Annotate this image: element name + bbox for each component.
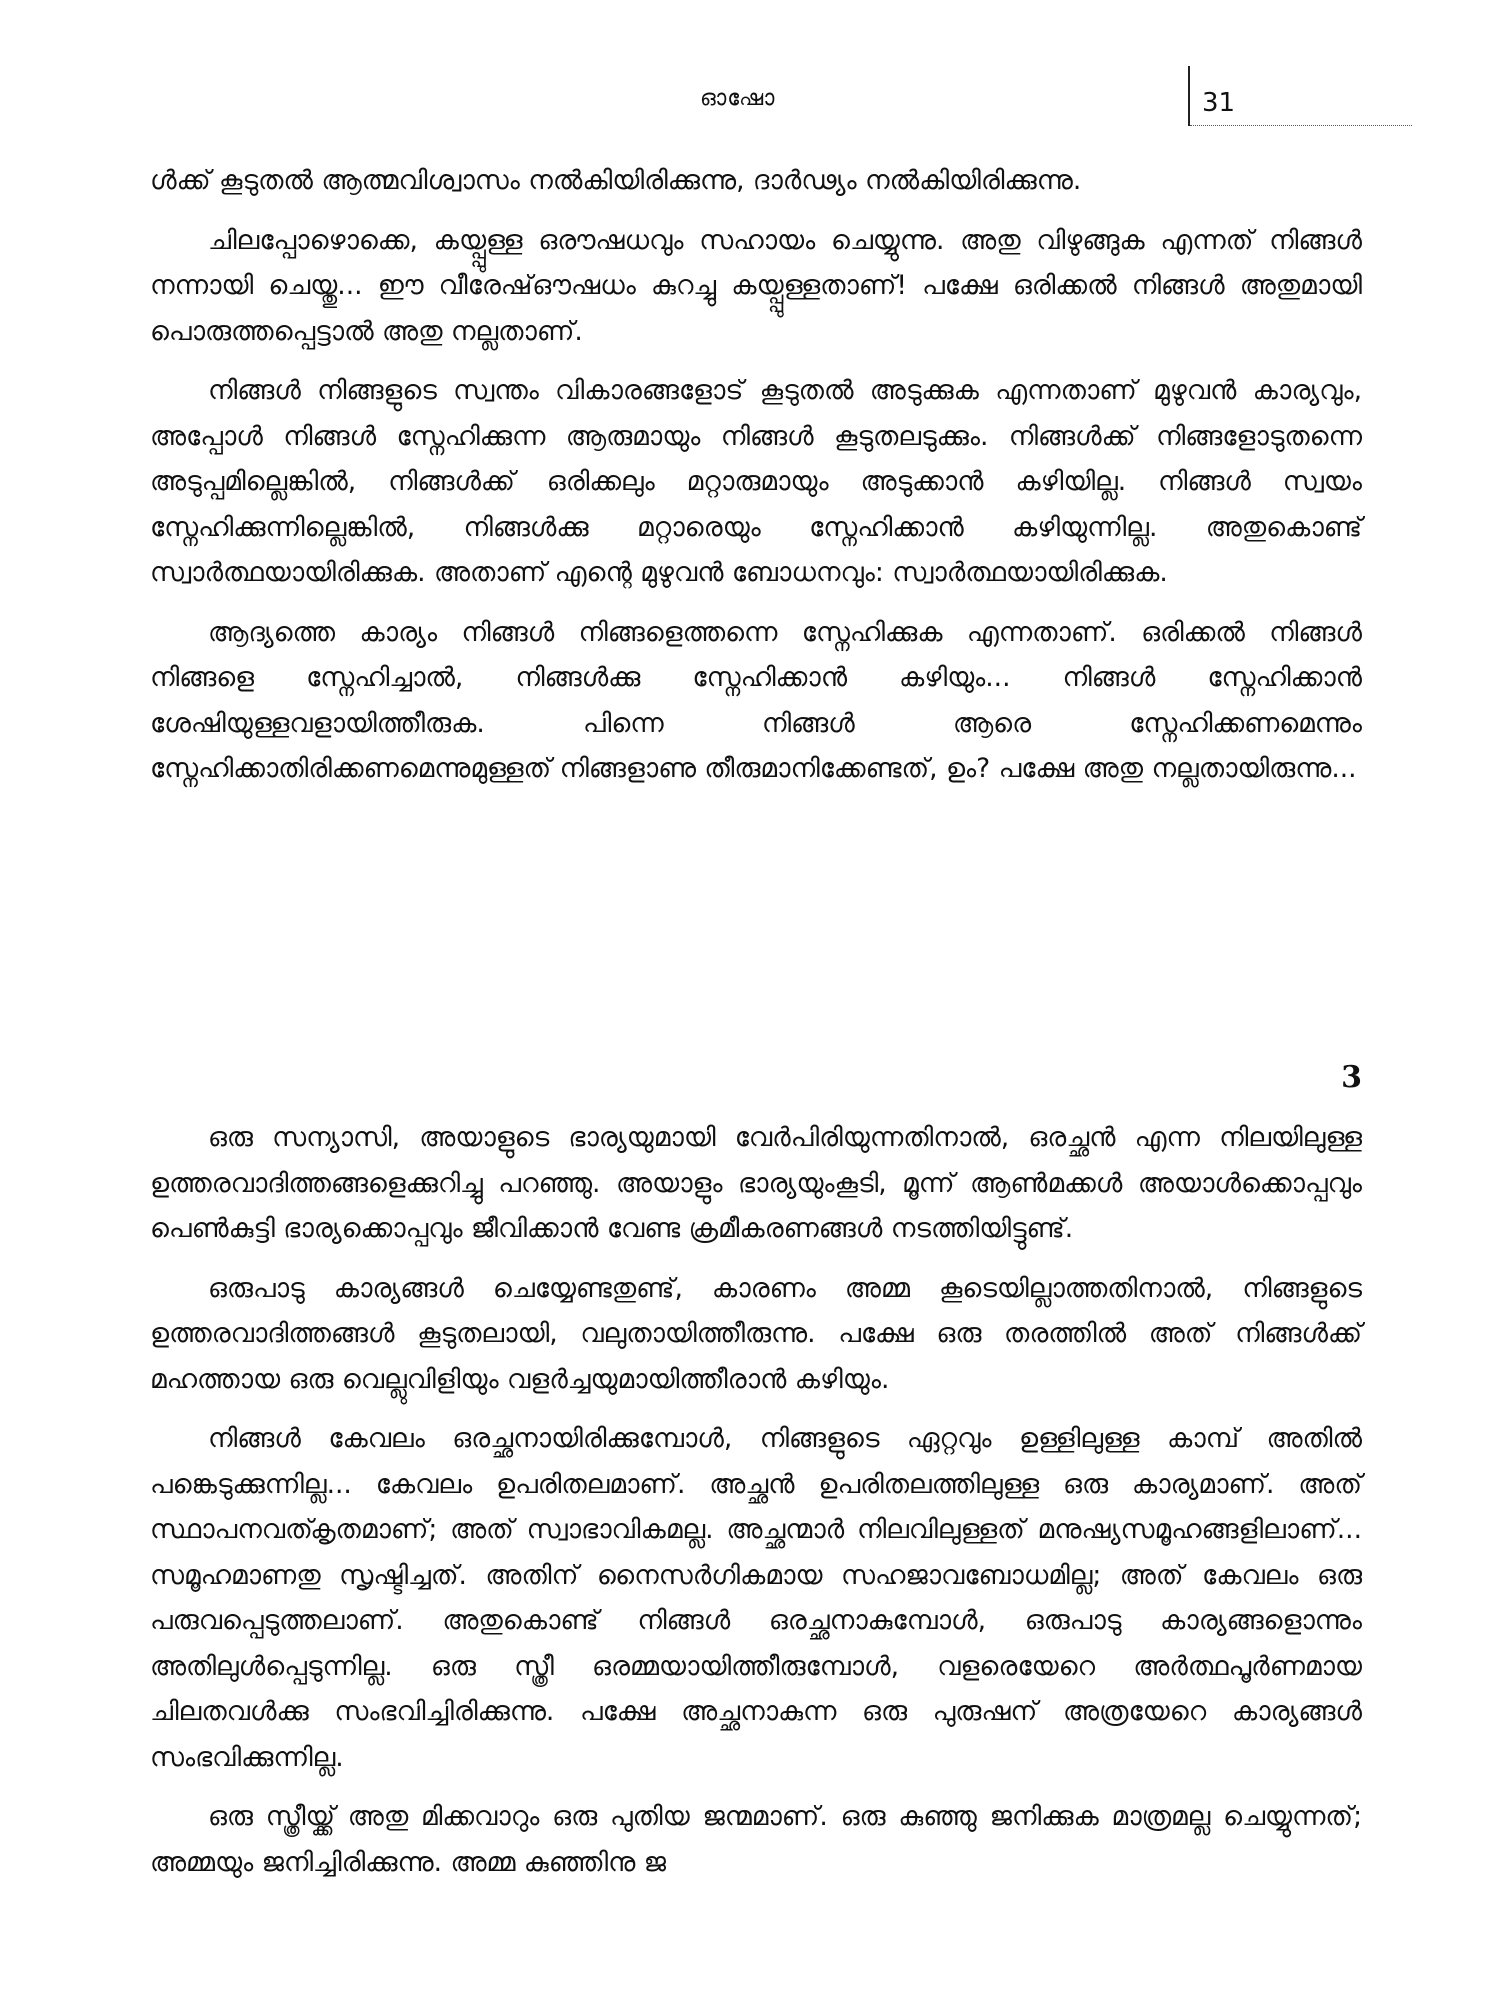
section-one-text [150,158,1362,806]
paragraph: ഒരുപാടു കാര്യങ്ങൾ ചെയ്യേണ്ടതുണ്ട്, കാരണം അമ്മ കൂടെയില്ലാത്തതിനാൽ, നിങ്ങളുടെ ഉത്തരവാദിത്തങ്ങൾ കൂടുതലായി, വലുതായിത്തീരുന്നു. പക്ഷേ ഒരു തരത്തിൽ അത് നിങ്ങൾക്ക് മഹത്തായ ഒരു വെല്ലുവിളിയും വളർച്ചയുമായിത്തീരാൻ കഴിയും. [150,1272,1362,1395]
paragraph: നിങ്ങൾ നിങ്ങളുടെ സ്വന്തം വികാരങ്ങളോട് കൂടുതൽ അടുക്കുക എന്നതാണ് മുഴുവൻ കാര്യവും, അപ്പോൾ നിങ്ങൾ സ്നേഹിക്കുന്ന ആരുമായും നിങ്ങൾ കൂടുതലടുക്കും. നിങ്ങൾക്ക് നിങ്ങളോടുതന്നെ അടുപ്പമില്ലെങ്കിൽ, നിങ്ങൾക്ക് ഒരിക്കലും മറ്റാരുമായും അടുക്കാൻ കഴിയില്ല. നിങ്ങൾ സ്വയം സ്നേഹിക്കുന്നില്ലെങ്കിൽ, നിങ്ങൾക്കു മറ്റാരെയും സ്നേഹിക്കാൻ കഴിയുന്നില്ല. അതുകൊണ്ട് സ്വാർത്ഥയായിരിക്കുക. അതാണ് എന്റെ മുഴുവൻ ബോധനവും: സ്വാർത്ഥയായിരിക്കുക. [150,375,1362,588]
paragraph: ൾക്ക് കൂടുതൽ ആത്മവിശ്വാസം നൽകിയിരിക്കുന്നു, ദാർഢ്യം നൽകിയിരിക്കുന്നു. [150,165,1082,196]
page-number-rule [1190,125,1412,126]
section-number: 3 [1341,1060,1362,1095]
page-number: 31 [1202,88,1236,118]
paragraph: ചിലപ്പോഴൊക്കെ, കയ്പ്പുള്ള ഒരൗഷധവും സഹായം ചെയ്യുന്നു. അതു വിഴുങ്ങുക എന്നത് നിങ്ങൾ നന്നായി ചെയ്തു... ഈ വീരേഷ്ഔഷധം കുറച്ചു കയ്പ്പുള്ളതാണ്! പക്ഷേ ഒരിക്കൽ നിങ്ങൾ അതുമായി പൊരുത്തപ്പെട്ടാൽ അതു നല്ലതാണ്. [150,224,1362,347]
paragraph: ആദ്യത്തെ കാര്യം നിങ്ങൾ നിങ്ങളെത്തന്നെ സ്നേഹിക്കുക എന്നതാണ്. ഒരിക്കൽ നിങ്ങൾ നിങ്ങളെ സ്നേഹിച്ചാൽ, നിങ്ങൾക്കു സ്നേഹിക്കാൻ കഴിയും... നിങ്ങൾ സ്നേഹിക്കാൻ ശേഷിയുള്ളവളായിത്തീരുക. പിന്നെ നിങ്ങൾ ആരെ സ്നേഹിക്കണമെന്നും സ്നേഹിക്കാതിരിക്കണമെന്നുമുള്ളത് നിങ്ങളാണു തീരുമാനിക്കേണ്ടത്, ഉം? പക്ഷേ അതു നല്ലതായിരുന്നു... [150,616,1362,784]
paragraph: ഒരു സന്യാസി, അയാളുടെ ഭാര്യയുമായി വേർപിരിയുന്നതിനാൽ, ഒരച്ഛൻ എന്ന നിലയിലുള്ള ഉത്തരവാദിത്തങ്ങളെക്കുറിച്ചു പറഞ്ഞു. അയാളും ഭാര്യയുംകൂടി, മൂന്ന് ആൺമക്കൾ അയാൾക്കൊപ്പവും പെൺകുട്ടി ഭാര്യക്കൊപ്പവും ജീവിക്കാൻ വേണ്ട ക്രമീകരണങ്ങൾ നടത്തിയിട്ടുണ്ട്. [150,1122,1362,1244]
paragraph: നിങ്ങൾ കേവലം ഒരച്ഛനായിരിക്കുമ്പോൾ, നിങ്ങളുടെ ഏറ്റവും ഉള്ളിലുള്ള കാമ്പ് അതിൽ പങ്കെടുക്കുന്നില്ല... കേവലം ഉപരിതലമാണ്. അച്ഛൻ ഉപരിതലത്തിലുള്ള ഒരു കാര്യമാണ്. അത് സ്ഥാപനവത്കൃതമാണ്; അത് സ്വാഭാവികമല്ല. അച്ഛന്മാർ നിലവിലുള്ളത് മനുഷ്യസമൂഹങ്ങളിലാണ്... സമൂഹമാണതു സൃഷ്ടിച്ചത്. അതിന് നൈസർഗികമായ സഹജാവബോധമില്ല; അത് കേവലം ഒരു പരുവപ്പെടുത്തലാണ്. അതുകൊണ്ട് നിങ്ങൾ ഒരച്ഛനാകുമ്പോൾ, ഒരുപാടു കാര്യങ്ങളൊന്നും അതിലുൾപ്പെടുന്നില്ല. ഒരു സ്ത്രീ ഒരമ്മയായിത്തീരുമ്പോൾ, വളരെയേറെ അർത്ഥപൂർണമായ ചിലതവൾക്കു സംഭവിച്ചിരിക്കുന്നു. പക്ഷേ അച്ഛനാകുന്ന ഒരു പുരുഷന് അത്രയേറെ കാര്യങ്ങൾ സംഭവിക്കുന്നില്ല. [150,1423,1362,1773]
book-title: ഓഷോ [700,86,776,111]
paragraph: ഒരു സ്ത്രീയ്ക്ക് അതു മിക്കവാറും ഒരു പുതിയ ജന്മമാണ്. ഒരു കുഞ്ഞു ജനിക്കുക മാത്രമല്ല ചെയ്യുന്നത്; അമ്മയും ജനിച്ചിരിക്കുന്നു. അമ്മ കുഞ്ഞിനു ജ [150,1801,1362,1878]
running-header [0,78,1500,128]
section-two-text [150,1115,1362,1899]
page-number-box [1188,66,1412,126]
